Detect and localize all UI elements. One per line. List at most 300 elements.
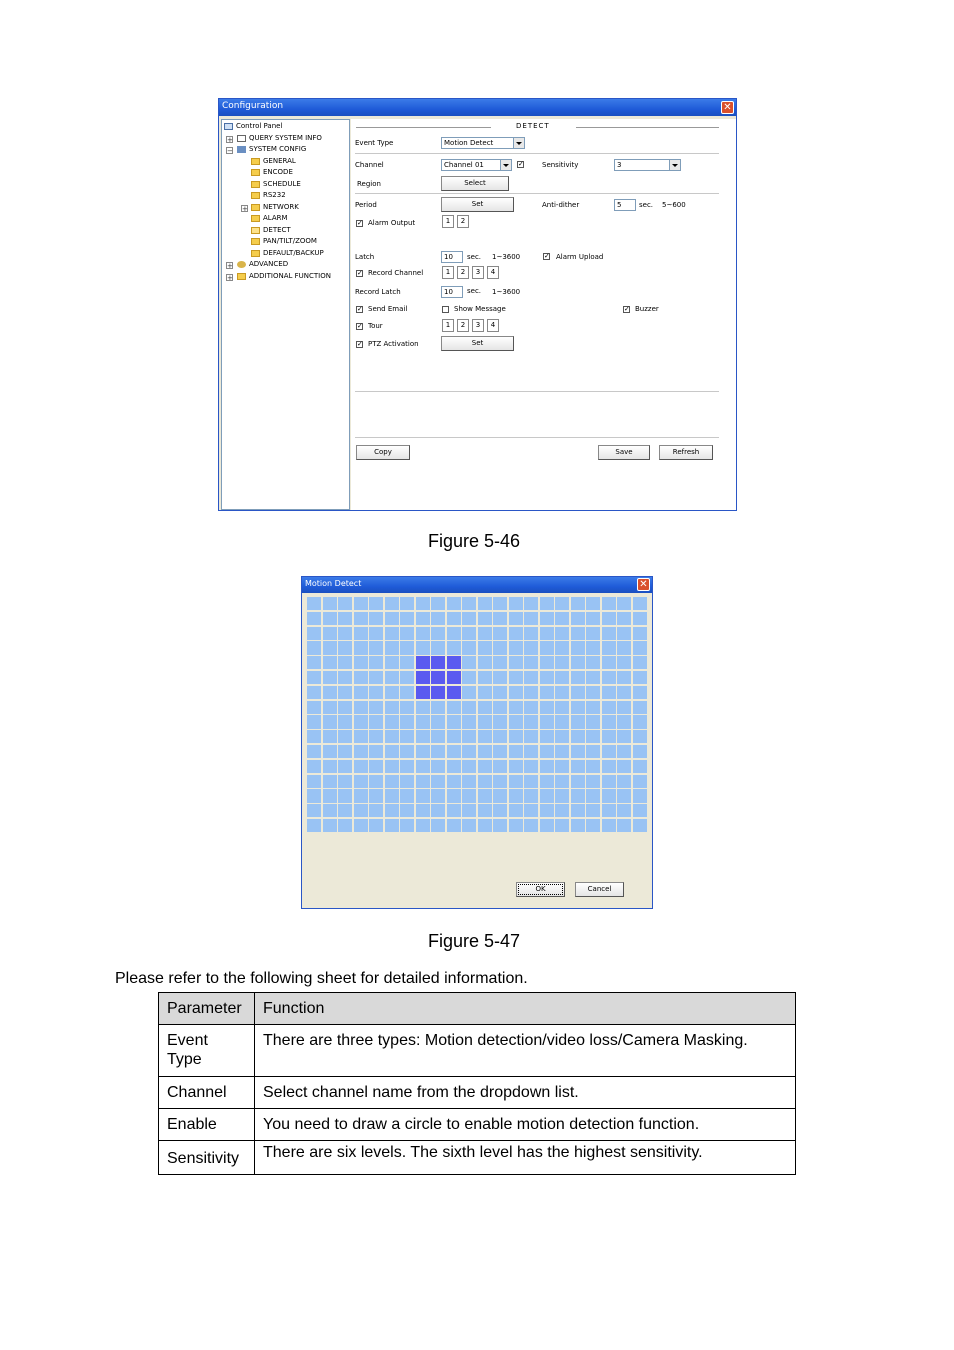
grid-cell[interactable] — [385, 760, 399, 773]
grid-cell[interactable] — [400, 760, 414, 773]
grid-cell[interactable] — [509, 612, 523, 625]
grid-cell[interactable] — [540, 612, 554, 625]
grid-cell[interactable] — [540, 804, 554, 817]
grid-cell[interactable] — [369, 656, 383, 669]
grid-cell[interactable] — [369, 775, 383, 788]
grid-cell[interactable] — [478, 612, 492, 625]
grid-cell[interactable] — [400, 715, 414, 728]
grid-cell[interactable] — [555, 819, 569, 832]
ok-button[interactable]: OK — [516, 882, 565, 897]
grid-cell[interactable] — [307, 686, 321, 699]
grid-cell[interactable] — [602, 730, 616, 743]
grid-cell[interactable] — [462, 671, 476, 684]
grid-cell[interactable] — [509, 775, 523, 788]
grid-cell[interactable] — [478, 686, 492, 699]
grid-cell[interactable] — [307, 789, 321, 802]
grid-cell[interactable] — [431, 789, 445, 802]
grid-cell-active[interactable] — [447, 686, 461, 699]
grid-cell[interactable] — [323, 597, 337, 610]
grid-cell[interactable] — [540, 597, 554, 610]
grid-cell[interactable] — [307, 760, 321, 773]
grid-cell[interactable] — [447, 775, 461, 788]
grid-cell[interactable] — [354, 730, 368, 743]
grid-cell[interactable] — [307, 612, 321, 625]
sensitivity-select[interactable]: 3 — [614, 159, 681, 171]
grid-cell[interactable] — [633, 597, 647, 610]
grid-cell[interactable] — [385, 627, 399, 640]
grid-cell[interactable] — [416, 730, 430, 743]
grid-cell[interactable] — [462, 715, 476, 728]
grid-cell[interactable] — [462, 656, 476, 669]
alarm-output-checkbox[interactable]: ✓ — [357, 219, 363, 227]
grid-cell[interactable] — [633, 686, 647, 699]
grid-cell[interactable] — [571, 804, 585, 817]
grid-cell[interactable] — [524, 641, 538, 654]
grid-cell[interactable] — [617, 730, 631, 743]
grid-cell[interactable] — [447, 760, 461, 773]
tree-item-general[interactable]: GENERAL — [251, 157, 296, 166]
refresh-button[interactable]: Refresh — [659, 445, 713, 460]
grid-cell[interactable] — [617, 627, 631, 640]
grid-cell-active[interactable] — [431, 671, 445, 684]
grid-cell[interactable] — [400, 745, 414, 758]
alarm-output-2[interactable]: 2 — [457, 215, 469, 228]
grid-cell[interactable] — [478, 745, 492, 758]
grid-cell[interactable] — [555, 730, 569, 743]
grid-cell[interactable] — [617, 701, 631, 714]
tree-item-encode[interactable]: ENCODE — [251, 168, 293, 177]
grid-cell[interactable] — [431, 804, 445, 817]
grid-cell[interactable] — [617, 656, 631, 669]
grid-cell[interactable] — [478, 597, 492, 610]
grid-cell[interactable] — [338, 789, 352, 802]
grid-cell[interactable] — [586, 627, 600, 640]
grid-cell[interactable] — [509, 760, 523, 773]
alarm-upload-checkbox[interactable]: ✓ — [544, 252, 550, 260]
grid-cell[interactable] — [416, 612, 430, 625]
grid-cell[interactable] — [447, 819, 461, 832]
grid-cell[interactable] — [447, 804, 461, 817]
period-set-button[interactable]: Set — [441, 197, 514, 212]
grid-cell[interactable] — [462, 612, 476, 625]
grid-cell[interactable] — [369, 701, 383, 714]
grid-cell[interactable] — [540, 656, 554, 669]
grid-cell[interactable] — [586, 597, 600, 610]
grid-cell[interactable] — [478, 789, 492, 802]
grid-cell[interactable] — [400, 627, 414, 640]
grid-cell[interactable] — [462, 760, 476, 773]
grid-cell[interactable] — [369, 597, 383, 610]
grid-cell[interactable] — [524, 804, 538, 817]
grid-cell[interactable] — [571, 641, 585, 654]
grid-cell[interactable] — [524, 656, 538, 669]
grid-cell[interactable] — [617, 804, 631, 817]
grid-cell[interactable] — [323, 775, 337, 788]
grid-cell[interactable] — [571, 686, 585, 699]
expand-icon[interactable]: + — [242, 205, 248, 213]
grid-cell[interactable] — [431, 612, 445, 625]
grid-cell[interactable] — [478, 715, 492, 728]
grid-cell[interactable] — [338, 627, 352, 640]
grid-cell[interactable] — [602, 789, 616, 802]
grid-cell[interactable] — [633, 641, 647, 654]
grid-cell[interactable] — [602, 597, 616, 610]
grid-cell[interactable] — [447, 627, 461, 640]
grid-cell[interactable] — [493, 760, 507, 773]
grid-cell[interactable] — [524, 671, 538, 684]
grid-cell[interactable] — [493, 775, 507, 788]
grid-cell[interactable] — [540, 627, 554, 640]
grid-cell[interactable] — [540, 789, 554, 802]
grid-cell[interactable] — [555, 760, 569, 773]
grid-cell[interactable] — [462, 745, 476, 758]
grid-cell[interactable] — [493, 819, 507, 832]
grid-cell[interactable] — [633, 730, 647, 743]
grid-cell[interactable] — [602, 627, 616, 640]
grid-cell[interactable] — [369, 627, 383, 640]
record-latch-input[interactable]: 10 — [441, 286, 463, 298]
grid-cell[interactable] — [354, 804, 368, 817]
grid-cell[interactable] — [571, 701, 585, 714]
tree-item-detect[interactable]: DETECT — [251, 226, 291, 235]
grid-cell[interactable] — [633, 656, 647, 669]
grid-cell[interactable] — [323, 656, 337, 669]
grid-cell[interactable] — [385, 730, 399, 743]
grid-cell[interactable] — [493, 730, 507, 743]
buzzer-checkbox[interactable]: ✓ — [624, 305, 630, 313]
grid-cell[interactable] — [524, 760, 538, 773]
grid-cell[interactable] — [555, 804, 569, 817]
grid-cell[interactable] — [586, 641, 600, 654]
grid-cell[interactable] — [323, 760, 337, 773]
grid-cell[interactable] — [478, 730, 492, 743]
grid-cell[interactable] — [524, 612, 538, 625]
motion-grid[interactable] — [307, 597, 647, 832]
grid-cell[interactable] — [509, 597, 523, 610]
grid-cell[interactable] — [354, 597, 368, 610]
grid-cell[interactable] — [571, 597, 585, 610]
grid-cell[interactable] — [369, 715, 383, 728]
grid-cell[interactable] — [431, 641, 445, 654]
grid-cell[interactable] — [307, 804, 321, 817]
grid-cell[interactable] — [323, 745, 337, 758]
grid-cell[interactable] — [509, 819, 523, 832]
tree-item-control-panel[interactable]: Control Panel — [224, 122, 282, 131]
grid-cell[interactable] — [462, 597, 476, 610]
grid-cell[interactable] — [586, 745, 600, 758]
tree-item-default-backup[interactable]: DEFAULT/BACKUP — [251, 249, 324, 258]
grid-cell[interactable] — [478, 641, 492, 654]
grid-cell[interactable] — [617, 760, 631, 773]
grid-cell[interactable] — [400, 671, 414, 684]
grid-cell[interactable] — [571, 789, 585, 802]
grid-cell[interactable] — [478, 701, 492, 714]
grid-cell[interactable] — [633, 701, 647, 714]
grid-cell[interactable] — [602, 775, 616, 788]
grid-cell[interactable] — [555, 641, 569, 654]
expand-icon[interactable]: + — [227, 262, 233, 270]
grid-cell[interactable] — [369, 671, 383, 684]
grid-cell[interactable] — [307, 715, 321, 728]
expand-icon[interactable]: + — [227, 274, 233, 282]
grid-cell[interactable] — [323, 671, 337, 684]
grid-cell[interactable] — [338, 641, 352, 654]
grid-cell[interactable] — [602, 804, 616, 817]
grid-cell[interactable] — [493, 597, 507, 610]
grid-cell[interactable] — [509, 745, 523, 758]
grid-cell[interactable] — [416, 627, 430, 640]
grid-cell-active[interactable] — [431, 656, 445, 669]
grid-cell[interactable] — [385, 804, 399, 817]
record-channel-4[interactable]: 4 — [487, 266, 499, 279]
grid-cell[interactable] — [385, 671, 399, 684]
grid-cell[interactable] — [617, 612, 631, 625]
grid-cell[interactable] — [540, 671, 554, 684]
grid-cell[interactable] — [338, 701, 352, 714]
tour-checkbox[interactable]: ✓ — [357, 322, 363, 330]
grid-cell[interactable] — [462, 686, 476, 699]
grid-cell[interactable] — [602, 686, 616, 699]
grid-cell[interactable] — [400, 612, 414, 625]
grid-cell[interactable] — [555, 627, 569, 640]
grid-cell[interactable] — [338, 760, 352, 773]
grid-cell[interactable] — [416, 819, 430, 832]
grid-cell-active[interactable] — [431, 686, 445, 699]
grid-cell[interactable] — [431, 730, 445, 743]
save-button[interactable]: Save — [598, 445, 650, 460]
grid-cell[interactable] — [462, 641, 476, 654]
grid-cell[interactable] — [540, 701, 554, 714]
grid-cell[interactable] — [447, 612, 461, 625]
tree-item-pan-tilt-zoom[interactable]: PAN/TILT/ZOOM — [251, 237, 317, 246]
grid-cell[interactable] — [307, 745, 321, 758]
grid-cell[interactable] — [555, 686, 569, 699]
alarm-output-1[interactable]: 1 — [442, 215, 454, 228]
grid-cell[interactable] — [555, 775, 569, 788]
grid-cell[interactable] — [369, 730, 383, 743]
tree-item-network[interactable]: NETWORK — [251, 203, 299, 212]
grid-cell[interactable] — [369, 612, 383, 625]
grid-cell[interactable] — [540, 760, 554, 773]
show-message-checkbox[interactable] — [442, 306, 449, 313]
grid-cell[interactable] — [555, 789, 569, 802]
config-titlebar[interactable] — [219, 99, 736, 116]
grid-cell[interactable] — [524, 789, 538, 802]
grid-cell[interactable] — [524, 597, 538, 610]
grid-cell[interactable] — [447, 701, 461, 714]
grid-cell[interactable] — [307, 627, 321, 640]
grid-cell[interactable] — [493, 745, 507, 758]
grid-cell[interactable] — [602, 671, 616, 684]
grid-cell[interactable] — [338, 656, 352, 669]
ptz-set-button[interactable]: Set — [441, 336, 514, 351]
latch-input[interactable]: 10 — [441, 251, 463, 263]
tree-item-advanced[interactable]: ADVANCED — [237, 260, 288, 269]
grid-cell[interactable] — [338, 819, 352, 832]
grid-cell[interactable] — [338, 597, 352, 610]
anti-dither-input[interactable]: 5 — [614, 199, 636, 211]
channel-select[interactable]: Channel 01 — [441, 159, 512, 171]
grid-cell[interactable] — [555, 701, 569, 714]
close-icon[interactable]: ✕ — [637, 578, 650, 591]
grid-cell[interactable] — [509, 627, 523, 640]
grid-cell[interactable] — [462, 701, 476, 714]
grid-cell[interactable] — [354, 641, 368, 654]
tree-item-system-config[interactable]: SYSTEM CONFIG — [237, 145, 306, 154]
grid-cell[interactable] — [354, 789, 368, 802]
grid-cell[interactable] — [602, 715, 616, 728]
grid-cell[interactable] — [493, 686, 507, 699]
grid-cell[interactable] — [338, 715, 352, 728]
grid-cell[interactable] — [447, 641, 461, 654]
grid-cell[interactable] — [524, 775, 538, 788]
grid-cell[interactable] — [323, 819, 337, 832]
grid-cell[interactable] — [493, 789, 507, 802]
grid-cell[interactable] — [555, 745, 569, 758]
grid-cell[interactable] — [617, 819, 631, 832]
grid-cell[interactable] — [633, 789, 647, 802]
grid-cell[interactable] — [431, 715, 445, 728]
grid-cell[interactable] — [462, 789, 476, 802]
grid-cell[interactable] — [447, 789, 461, 802]
grid-cell[interactable] — [540, 686, 554, 699]
grid-cell[interactable] — [385, 775, 399, 788]
grid-cell[interactable] — [509, 686, 523, 699]
grid-cell[interactable] — [400, 686, 414, 699]
grid-cell[interactable] — [602, 641, 616, 654]
grid-cell[interactable] — [462, 775, 476, 788]
grid-cell[interactable] — [633, 627, 647, 640]
grid-cell[interactable] — [385, 612, 399, 625]
grid-cell[interactable] — [633, 715, 647, 728]
grid-cell[interactable] — [369, 789, 383, 802]
grid-cell[interactable] — [524, 745, 538, 758]
grid-cell[interactable] — [633, 775, 647, 788]
grid-cell[interactable] — [447, 597, 461, 610]
grid-cell[interactable] — [633, 804, 647, 817]
grid-cell[interactable] — [571, 612, 585, 625]
grid-cell[interactable] — [617, 745, 631, 758]
grid-cell[interactable] — [478, 760, 492, 773]
grid-cell[interactable] — [493, 656, 507, 669]
grid-cell[interactable] — [354, 715, 368, 728]
grid-cell-active[interactable] — [447, 671, 461, 684]
tree-item-query-system-info[interactable]: QUERY SYSTEM INFO — [237, 134, 322, 143]
grid-cell[interactable] — [416, 745, 430, 758]
grid-cell[interactable] — [462, 819, 476, 832]
grid-cell[interactable] — [617, 789, 631, 802]
grid-cell[interactable] — [602, 612, 616, 625]
grid-cell[interactable] — [431, 627, 445, 640]
grid-cell[interactable] — [493, 671, 507, 684]
grid-cell[interactable] — [354, 745, 368, 758]
grid-cell[interactable] — [509, 715, 523, 728]
grid-cell[interactable] — [323, 715, 337, 728]
grid-cell[interactable] — [478, 819, 492, 832]
grid-cell[interactable] — [586, 819, 600, 832]
copy-button[interactable]: Copy — [356, 445, 410, 460]
grid-cell[interactable] — [509, 804, 523, 817]
grid-cell[interactable] — [586, 760, 600, 773]
grid-cell[interactable] — [555, 656, 569, 669]
grid-cell[interactable] — [617, 597, 631, 610]
grid-cell[interactable] — [633, 671, 647, 684]
grid-cell[interactable] — [416, 789, 430, 802]
grid-cell[interactable] — [602, 819, 616, 832]
grid-cell[interactable] — [400, 641, 414, 654]
grid-cell[interactable] — [400, 656, 414, 669]
grid-cell[interactable] — [323, 612, 337, 625]
grid-cell[interactable] — [571, 760, 585, 773]
grid-cell[interactable] — [447, 730, 461, 743]
grid-cell[interactable] — [493, 701, 507, 714]
grid-cell[interactable] — [462, 804, 476, 817]
grid-cell[interactable] — [555, 612, 569, 625]
grid-cell[interactable] — [307, 597, 321, 610]
grid-cell[interactable] — [478, 656, 492, 669]
grid-cell[interactable] — [617, 671, 631, 684]
grid-cell[interactable] — [478, 627, 492, 640]
grid-cell[interactable] — [354, 627, 368, 640]
grid-cell[interactable] — [400, 775, 414, 788]
grid-cell[interactable] — [586, 612, 600, 625]
grid-cell[interactable] — [633, 819, 647, 832]
grid-cell[interactable] — [524, 627, 538, 640]
grid-cell[interactable] — [540, 819, 554, 832]
grid-cell[interactable] — [323, 686, 337, 699]
grid-cell[interactable] — [369, 804, 383, 817]
grid-cell[interactable] — [385, 597, 399, 610]
grid-cell[interactable] — [447, 715, 461, 728]
tour-2[interactable]: 2 — [457, 319, 469, 332]
grid-cell[interactable] — [509, 701, 523, 714]
grid-cell[interactable] — [509, 789, 523, 802]
grid-cell[interactable] — [617, 715, 631, 728]
grid-cell[interactable] — [586, 671, 600, 684]
grid-cell[interactable] — [307, 775, 321, 788]
grid-cell[interactable] — [571, 775, 585, 788]
enable-checkbox[interactable]: ✓ — [518, 160, 524, 168]
grid-cell[interactable] — [400, 701, 414, 714]
grid-cell[interactable] — [540, 641, 554, 654]
grid-cell[interactable] — [524, 715, 538, 728]
grid-cell[interactable] — [385, 641, 399, 654]
grid-cell[interactable] — [307, 701, 321, 714]
grid-cell[interactable] — [307, 671, 321, 684]
grid-cell[interactable] — [571, 730, 585, 743]
grid-cell[interactable] — [493, 612, 507, 625]
grid-cell[interactable] — [385, 819, 399, 832]
grid-cell[interactable] — [431, 701, 445, 714]
grid-cell[interactable] — [416, 804, 430, 817]
grid-cell[interactable] — [323, 701, 337, 714]
grid-cell[interactable] — [571, 819, 585, 832]
grid-cell[interactable] — [509, 671, 523, 684]
grid-cell[interactable] — [462, 730, 476, 743]
grid-cell[interactable] — [617, 686, 631, 699]
grid-cell[interactable] — [478, 775, 492, 788]
grid-cell[interactable] — [571, 656, 585, 669]
grid-cell[interactable] — [493, 641, 507, 654]
grid-cell[interactable] — [369, 641, 383, 654]
grid-cell[interactable] — [369, 819, 383, 832]
grid-cell-active[interactable] — [447, 656, 461, 669]
event-type-select[interactable]: Motion Detect — [441, 137, 525, 149]
grid-cell[interactable] — [431, 819, 445, 832]
grid-cell[interactable] — [354, 775, 368, 788]
tour-1[interactable]: 1 — [442, 319, 454, 332]
grid-cell[interactable] — [602, 656, 616, 669]
